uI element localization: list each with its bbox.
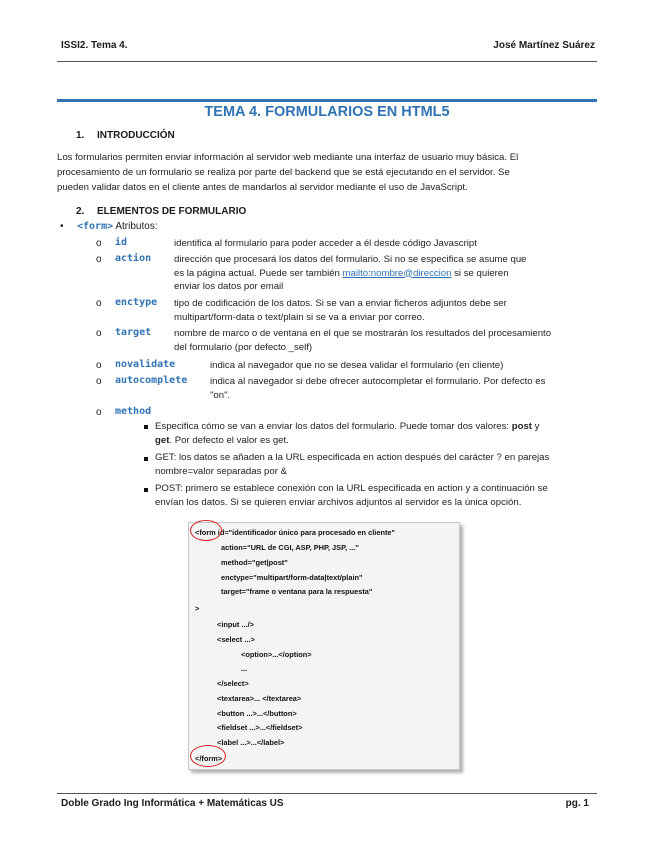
square-bullet-icon bbox=[144, 488, 148, 492]
method-get: get bbox=[155, 434, 170, 446]
intro-line-3: pueden validar datos en el cliente antes de mandarlos al servidor mediante el uso de JavaScript. bbox=[57, 182, 468, 194]
attr-action-line-1: dirección que procesará los datos del formulario. Si no se especifica se asume que bbox=[174, 254, 527, 265]
section-2-title: ELEMENTOS DE FORMULARIO bbox=[97, 206, 247, 217]
intro-line-1: Los formularios permiten enviar información al servidor web mediante una interfaz de usuario muy básica. El bbox=[57, 152, 519, 163]
method-item-1-line-2 bbox=[155, 434, 539, 448]
footer-left: Doble Grado Ing Informática + Matemáticas US bbox=[61, 798, 284, 809]
code-line-5: target="frame o ventana para la respuesta" bbox=[221, 587, 373, 596]
code-line-3: method="get|post" bbox=[221, 558, 288, 567]
attr-action-name: action bbox=[115, 253, 152, 264]
attr-action-line-3: enviar los datos por email bbox=[174, 281, 284, 292]
code-line-1: <form id="identificador único para procesado en cliente" bbox=[195, 528, 396, 537]
intro-paragraph bbox=[57, 150, 602, 196]
section-1-title: INTRODUCCIÓN bbox=[97, 130, 175, 141]
form-bullet bbox=[77, 221, 158, 232]
square-bullet-icon bbox=[144, 457, 148, 461]
bullet-dot-icon: • bbox=[60, 221, 64, 232]
code-line-9: <option>...</option> bbox=[241, 650, 312, 659]
page-number: pg. 1 bbox=[565, 798, 589, 809]
method-item-3 bbox=[155, 482, 548, 509]
method-item-1-line-1 bbox=[155, 420, 539, 434]
attr-novalidate-name: novalidate bbox=[115, 359, 176, 370]
attr-autocomplete-desc bbox=[210, 375, 545, 402]
attr-enctype-desc bbox=[174, 297, 507, 324]
form-open-highlight-circle bbox=[190, 520, 222, 541]
circle-bullet-icon: o bbox=[96, 254, 102, 265]
header-right: José Martínez Suárez bbox=[493, 40, 595, 51]
code-line-13: <button ...>...</button> bbox=[217, 709, 297, 718]
square-bullet-icon bbox=[144, 425, 148, 429]
code-line-11: </select> bbox=[217, 679, 249, 688]
code-line-14: <fieldset ...>...</fieldset> bbox=[217, 723, 303, 732]
attr-target-desc bbox=[174, 327, 551, 354]
code-line-12: <textarea>... </textarea> bbox=[217, 694, 302, 703]
attr-action-line-2a: es la página actual. Puede ser también bbox=[174, 267, 343, 279]
code-line-7: <input .../> bbox=[217, 620, 254, 629]
footer-rule bbox=[57, 793, 597, 794]
circle-bullet-icon: o bbox=[96, 376, 102, 387]
method-post: post bbox=[511, 421, 533, 432]
method-item-1-text: Especifica cómo se van a enviar los datos del formulario. Puede tomar dos valores: bbox=[155, 421, 512, 432]
section-2-number: 2. bbox=[76, 206, 85, 217]
method-item-1 bbox=[155, 420, 539, 447]
code-line-4: enctype="multipart/form-data|text/plain" bbox=[221, 573, 363, 582]
section-1-number: 1. bbox=[76, 130, 85, 141]
method-item-2-line-1: GET: los datos se añaden a la URL especificada en action después del carácter ? en parejas bbox=[155, 452, 550, 463]
attr-method-name: method bbox=[115, 406, 152, 417]
attr-target-name: target bbox=[115, 327, 152, 338]
attr-enctype-line-2: multipart/form-data o text/plain si se va a enviar por correo. bbox=[174, 311, 425, 323]
code-line-6: > bbox=[195, 604, 200, 613]
intro-line-2: procesamiento de un formulario se realiza por parte del backend que se está ejecutando en el servidor. Se bbox=[57, 167, 510, 179]
attr-autocomplete-line-2: "on". bbox=[210, 389, 231, 401]
attr-target-line-1: nombre de marco o de ventana en el que se mostrarán los resultados del procesamiento bbox=[174, 328, 552, 339]
method-item-2 bbox=[155, 451, 549, 478]
method-item-2-line-2: nombre=valor separadas por & bbox=[155, 465, 287, 477]
attr-action-desc bbox=[174, 253, 527, 294]
page-title: TEMA 4. FORMULARIOS EN HTML5 bbox=[57, 99, 597, 120]
circle-bullet-icon: o bbox=[96, 328, 102, 339]
circle-bullet-icon: o bbox=[96, 407, 102, 418]
method-item-1-rest: . Por defecto el valor es get. bbox=[169, 434, 289, 446]
attr-autocomplete-line-1: indica al navegador si debe ofrecer autocompletar el formulario. Por defecto es bbox=[210, 376, 546, 387]
header-left: ISSI2. Tema 4. bbox=[61, 40, 128, 51]
code-line-8: <select ...> bbox=[217, 635, 255, 644]
attr-novalidate-desc: indica al navegador que no se desea validar el formulario (en cliente) bbox=[210, 360, 504, 371]
mailto-link[interactable]: mailto:nombre@direccion bbox=[342, 267, 452, 279]
code-line-16: </form> bbox=[195, 754, 223, 763]
attr-autocomplete-name: autocomplete bbox=[115, 375, 188, 386]
code-line-2: action="URL de CGI, ASP, PHP, JSP, ..." bbox=[221, 543, 359, 552]
method-item-3-line-1: POST: primero se establece conexión con la URL especificada en action y a continuación se bbox=[155, 483, 548, 494]
attr-id-name: id bbox=[115, 237, 128, 248]
method-and: y bbox=[532, 421, 540, 432]
attr-enctype-name: enctype bbox=[115, 297, 158, 308]
form-bullet-text: Atributos: bbox=[113, 221, 158, 232]
attr-action-line-2 bbox=[174, 267, 527, 281]
form-code-example bbox=[188, 522, 460, 770]
code-line-10: ... bbox=[241, 664, 248, 673]
attr-id-desc: identifica al formulario para poder acceder a él desde código Javascript bbox=[174, 238, 477, 249]
form-tag: <form> bbox=[77, 221, 114, 232]
method-item-3-line-2: envían los datos. Si se quieren enviar archivos adjuntos al servidor es la única opción. bbox=[155, 496, 522, 508]
attr-enctype-line-1: tipo de codificación de los datos. Si se van a enviar ficheros adjuntos debe ser bbox=[174, 298, 507, 309]
circle-bullet-icon: o bbox=[96, 298, 102, 309]
header-rule bbox=[57, 61, 597, 62]
circle-bullet-icon: o bbox=[96, 360, 102, 371]
attr-action-line-2b: si se quieren bbox=[451, 267, 509, 279]
code-line-15: <label ...>...</label> bbox=[217, 738, 285, 747]
circle-bullet-icon: o bbox=[96, 238, 102, 249]
form-close-highlight-circle bbox=[190, 745, 226, 767]
attr-target-line-2: del formulario (por defecto _self) bbox=[174, 341, 313, 353]
